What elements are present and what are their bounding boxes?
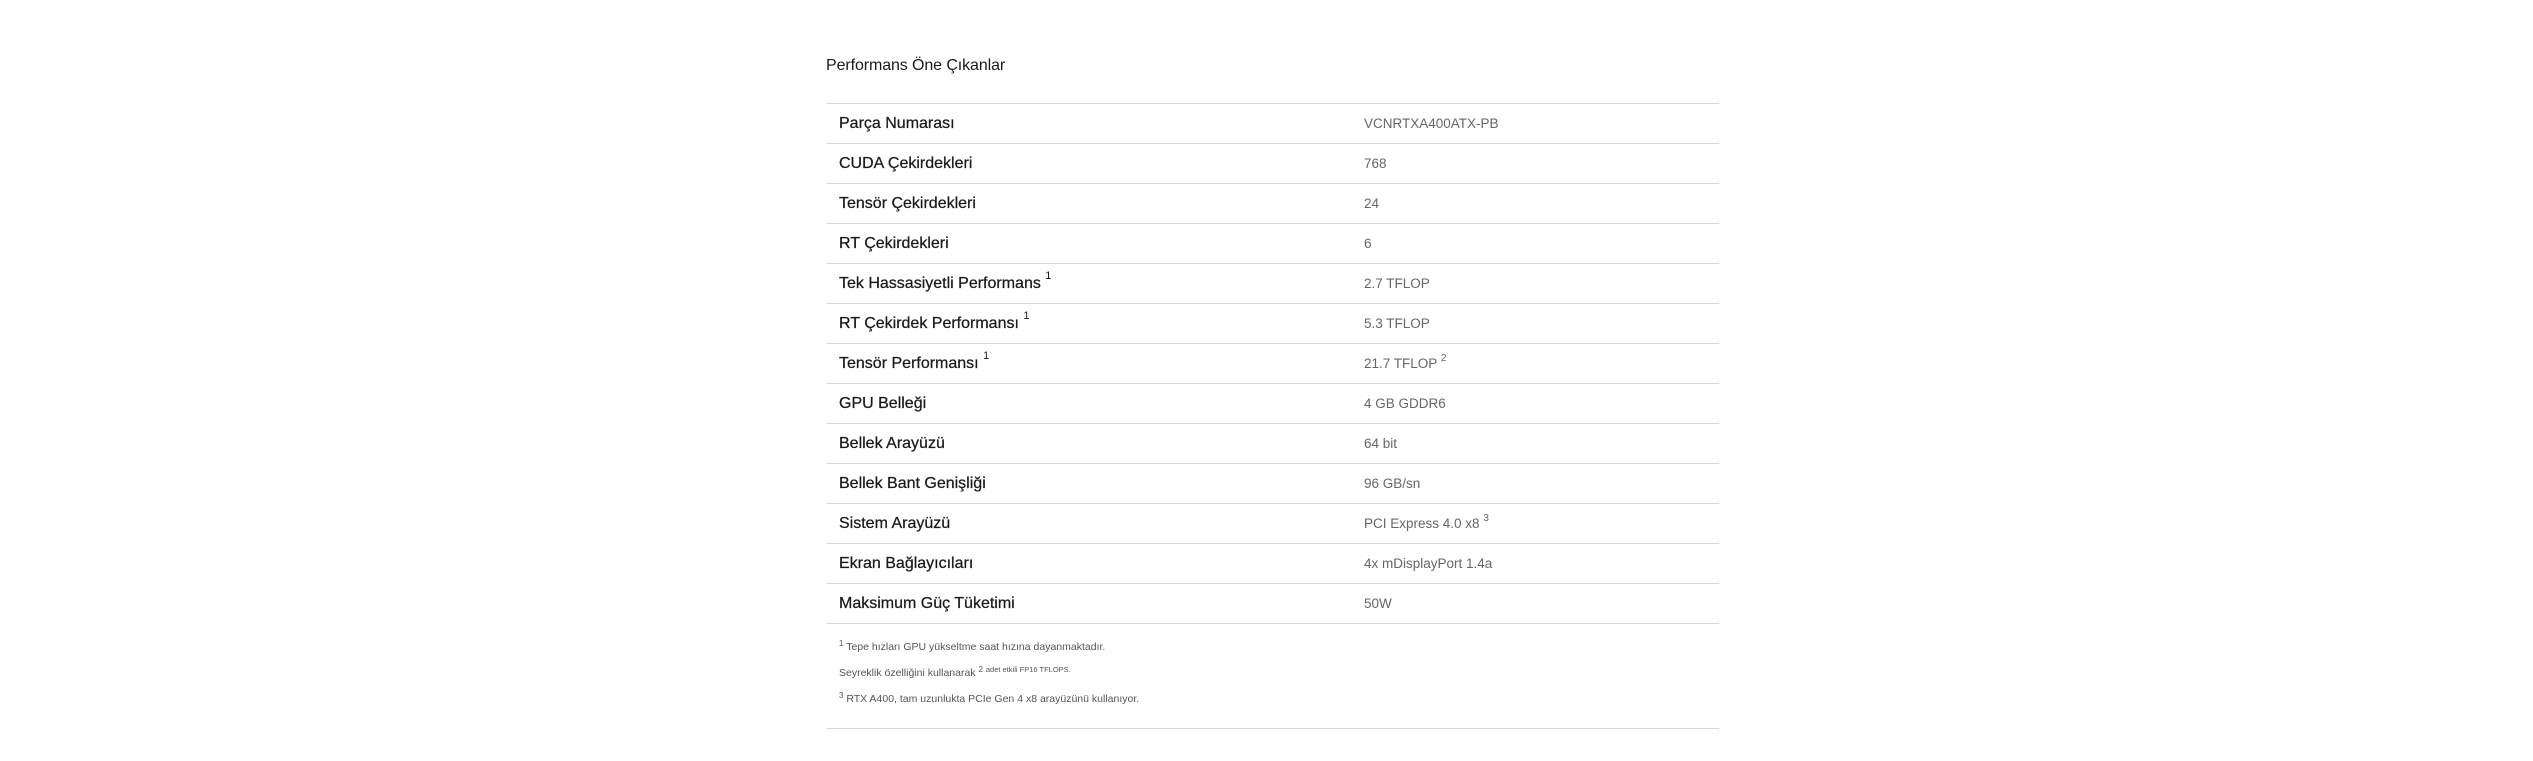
table-row [826, 144, 1719, 184]
table-row [826, 104, 1719, 144]
spec-value: 4x mDisplayPort 1.4a [1364, 544, 1719, 584]
footnotes [839, 638, 1709, 719]
footnote-ref: 1 [1045, 270, 1052, 283]
table-row [826, 384, 1719, 424]
footnote-number: 3 [839, 690, 844, 700]
table-row [826, 504, 1719, 544]
spec-value: 21.7 TFLOP $^2$ [1364, 344, 1719, 384]
spec-label: Bellek Arayüzü [826, 424, 1364, 464]
spec-label: GPU Belleği [826, 384, 1364, 424]
spec-value: 50W [1364, 584, 1719, 624]
spec-value: 5.3 TFLOP [1364, 304, 1719, 344]
spec-label: Tek Hassasiyetli Performans $^1$ [826, 264, 1364, 304]
table-row [826, 424, 1719, 464]
spec-label: RT Çekirdek Performansı $^1$ [826, 304, 1364, 344]
footnote-text: Tepe hızları GPU yükseltme saat hızına dayanmaktadır. [846, 641, 1106, 653]
spec-label: Ekran Bağlayıcıları [826, 544, 1364, 584]
spec-label: RT Çekirdekleri [826, 224, 1364, 264]
spec-label: Tensör Performansı $^1$ [826, 344, 1364, 384]
footnote-ref: 2 [1440, 352, 1447, 364]
footnote-text: RTX A400, tam uzunlukta PCIe Gen 4 x8 arayüzünü kullanıyor. [846, 693, 1140, 705]
spec-value: 4 GB GDDR6 [1364, 384, 1719, 424]
spec-value: VCNRTXA400ATX-PB [1364, 104, 1719, 144]
spec-value: 2.7 TFLOP [1364, 264, 1719, 304]
footnote-ref: 3 [1483, 512, 1489, 524]
spec-label: CUDA Çekirdekleri [826, 144, 1364, 184]
footnote-ref: 1 [983, 350, 990, 363]
divider [826, 728, 1719, 729]
table-row [826, 304, 1719, 344]
spec-label: Parça Numarası [826, 104, 1364, 144]
spec-label: Sistem Arayüzü [826, 504, 1364, 544]
spec-value: 6 [1364, 224, 1719, 264]
spec-value: 96 GB/sn [1364, 464, 1719, 504]
spec-label: Maksimum Güç Tüketimi [826, 584, 1364, 624]
spec-label: Bellek Bant Genişliği [826, 464, 1364, 504]
specs-table [826, 103, 1719, 624]
spec-value: 24 [1364, 184, 1719, 224]
spec-value: 768 [1364, 144, 1719, 184]
footnote-number: 1 [839, 638, 844, 648]
spec-label: Tensör Çekirdekleri [826, 184, 1364, 224]
table-row [826, 544, 1719, 584]
table-row [826, 184, 1719, 224]
table-row [826, 224, 1719, 264]
spec-value: 64 bit [1364, 424, 1719, 464]
table-row [826, 584, 1719, 624]
table-row [826, 264, 1719, 304]
footnote-1 [839, 638, 1709, 667]
table-row [826, 344, 1719, 384]
spec-value: PCI Express 4.0 x8 $^3$ [1364, 504, 1719, 544]
footnote-text: Seyreklik özelliğini kullanarak [839, 667, 976, 679]
footnote-small-text: adet etkili FP16 TFLOPS. [985, 665, 1071, 674]
table-row [826, 464, 1719, 504]
footnote-number: 2 [978, 664, 983, 674]
footnote-ref: 1 [1023, 310, 1030, 323]
footnote-3 [839, 690, 1709, 719]
footnote-2 [839, 664, 1709, 693]
section-title: Performans Öne Çıkanlar [826, 57, 1006, 74]
